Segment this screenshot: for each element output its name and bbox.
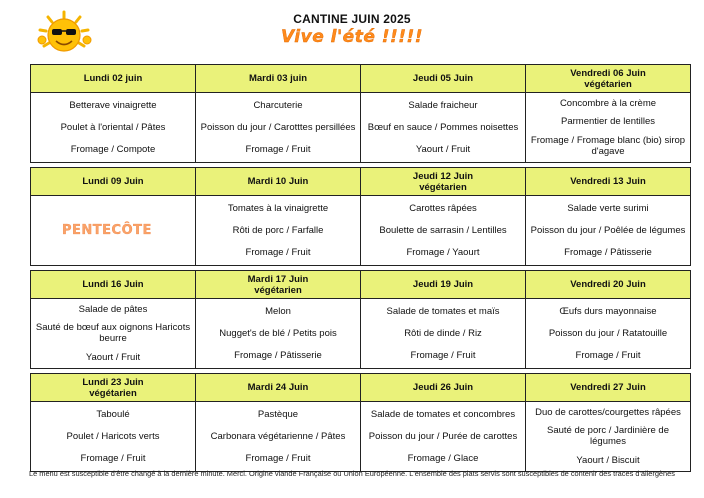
day-header-row	[31, 168, 690, 196]
menu-item: Poisson du jour / Purée de carottes	[368, 430, 518, 442]
menu-cell	[196, 196, 361, 265]
menu-item: Bœuf en sauce / Pommes noisettes	[367, 121, 519, 133]
menu-cell	[526, 93, 690, 162]
menu-item: Duo de carottes/courgettes râpées	[535, 406, 681, 418]
day-date: Lundi 02 juin	[83, 73, 143, 84]
menu-item: Fromage / Pâtisserie	[234, 350, 322, 362]
menu-item: Poisson du jour / Ratatouille	[548, 327, 668, 339]
day-header	[196, 65, 361, 92]
menu-cell	[361, 93, 526, 162]
menu-cell	[526, 402, 690, 471]
day-date: Jeudi 19 Juin	[412, 279, 474, 290]
menu-item: Poulet / Haricots verts	[66, 430, 160, 442]
menu-grid	[30, 64, 691, 476]
menu-row	[31, 299, 690, 368]
day-tag: végétarien	[419, 181, 467, 193]
day-date: Vendredi 20 Juin	[570, 279, 646, 290]
day-header	[526, 65, 690, 92]
day-date: Lundi 16 Juin	[82, 279, 144, 290]
menu-item: Salade fraicheur	[408, 99, 478, 111]
menu-item: Rôti de porc / Farfalle	[232, 224, 324, 236]
menu-item: Sauté de porc / Jardinière de légumes	[547, 425, 669, 448]
menu-item: Fromage / Fruit	[245, 247, 311, 259]
day-header-row	[31, 271, 690, 299]
menu-cell	[31, 299, 196, 368]
day-date: Vendredi 27 Juin	[570, 382, 646, 393]
day-header	[361, 374, 526, 401]
week-block	[30, 167, 691, 266]
menu-cell	[361, 196, 526, 265]
menu-cell	[361, 299, 526, 368]
day-tag: végétarien	[89, 387, 137, 399]
menu-item: Yaourt / Fruit	[415, 144, 471, 156]
menu-item: Nugget's de blé / Petits pois	[219, 327, 337, 339]
day-header	[31, 168, 196, 195]
day-header	[361, 65, 526, 92]
menu-item: Betterave vinaigrette	[69, 99, 157, 111]
day-header	[196, 168, 361, 195]
page-subtitle: Vive l'été !!!!!	[280, 27, 424, 47]
day-date: Lundi 09 Juin	[82, 176, 144, 187]
day-header	[526, 168, 690, 195]
menu-item: Fromage / Fruit	[575, 350, 641, 362]
menu-cell	[196, 93, 361, 162]
day-date: Mardi 03 juin	[248, 73, 308, 84]
day-header	[196, 271, 361, 298]
menu-item: Fromage / Fruit	[410, 350, 476, 362]
day-tag: végétarien	[254, 284, 302, 296]
menu-item: Fromage / Yaourt	[406, 247, 480, 259]
menu-item: Taboulé	[96, 408, 130, 420]
day-date: Vendredi 13 Juin	[570, 176, 646, 187]
menu-item: Fromage / Fruit	[80, 453, 146, 465]
day-header	[31, 374, 196, 401]
footer-note: Le menu est susceptible d'être changé à la dernière minute. Merci. Origine viande Française ou Union Européenne. L'ensemble des plats servis sont susceptibles de contenir des traces d'allergènes	[29, 469, 675, 478]
day-date: Jeudi 26 Juin	[412, 382, 474, 393]
menu-cell	[31, 93, 196, 162]
menu-cell	[31, 402, 196, 471]
menu-row	[31, 93, 690, 162]
day-date: Mardi 10 Juin	[247, 176, 309, 187]
menu-cell	[196, 402, 361, 471]
holiday-label: PENTECÔTE	[62, 223, 152, 238]
menu-item: Fromage / Compote	[70, 144, 156, 156]
menu-item: Parmentier de lentilles	[561, 116, 655, 128]
menu-item: Yaourt / Fruit	[85, 352, 141, 364]
day-header	[526, 271, 690, 298]
week-block	[30, 270, 691, 369]
menu-cell	[361, 402, 526, 471]
menu-item: Fromage / Pâtisserie	[564, 247, 652, 259]
menu-item: Sauté de bœuf aux oignons Haricots beurre	[35, 322, 191, 345]
menu-row	[31, 196, 690, 265]
day-date: Mardi 17 Juin	[247, 273, 309, 285]
page-header	[0, 0, 704, 62]
menu-cell	[526, 299, 690, 368]
day-header	[31, 65, 196, 92]
day-header	[361, 168, 526, 195]
menu-item: Yaourt / Biscuit	[576, 455, 640, 467]
menu-item: Fromage / Fromage blanc (bio) sirop d'agave	[530, 135, 686, 158]
menu-cell	[196, 299, 361, 368]
day-header-row	[31, 65, 690, 93]
week-block	[30, 373, 691, 472]
menu-item: Fromage / Glace	[407, 453, 479, 465]
menu-item: Melon	[265, 305, 291, 317]
menu-item: Salade de tomates et concombres	[370, 408, 516, 420]
day-tag: végétarien	[584, 78, 632, 90]
page-title: CANTINE JUIN 2025	[293, 12, 411, 26]
day-date: Lundi 23 Juin	[82, 376, 144, 388]
holiday-cell	[31, 196, 196, 265]
menu-item: Fromage / Fruit	[245, 453, 311, 465]
menu-item: Salade verte surimi	[567, 202, 649, 214]
menu-item: Charcuterie	[253, 99, 303, 111]
day-header-row	[31, 374, 690, 402]
week-block	[30, 64, 691, 163]
day-header	[196, 374, 361, 401]
day-date: Jeudi 12 Juin	[412, 170, 474, 182]
menu-item: Fromage / Fruit	[245, 144, 311, 156]
day-date: Jeudi 05 Juin	[412, 73, 474, 84]
menu-item: Carbonara végétarienne / Pâtes	[210, 430, 346, 442]
menu-item: Pastèque	[257, 408, 299, 420]
menu-item: Boulette de sarrasin / Lentilles	[379, 224, 507, 236]
day-header	[31, 271, 196, 298]
menu-cell	[526, 196, 690, 265]
day-header	[361, 271, 526, 298]
menu-item: Tomates à la vinaigrette	[227, 202, 329, 214]
menu-item: Salade de pâtes	[78, 303, 148, 315]
menu-item: Œufs durs mayonnaise	[559, 305, 657, 317]
menu-item: Poisson du jour / Carotttes persillées	[200, 121, 356, 133]
menu-item: Poulet à l'oriental / Pâtes	[60, 121, 166, 133]
menu-item: Poisson du jour / Poêlée de légumes	[530, 224, 686, 236]
menu-item: Rôti de dinde / Riz	[404, 327, 482, 339]
day-date: Vendredi 06 Juin	[570, 67, 646, 79]
menu-item: Concombre à la crème	[559, 97, 657, 109]
day-date: Mardi 24 Juin	[247, 382, 309, 393]
day-header	[526, 374, 690, 401]
menu-row	[31, 402, 690, 471]
menu-item: Salade de tomates et maïs	[386, 305, 500, 317]
menu-item: Carottes râpées	[409, 202, 477, 214]
